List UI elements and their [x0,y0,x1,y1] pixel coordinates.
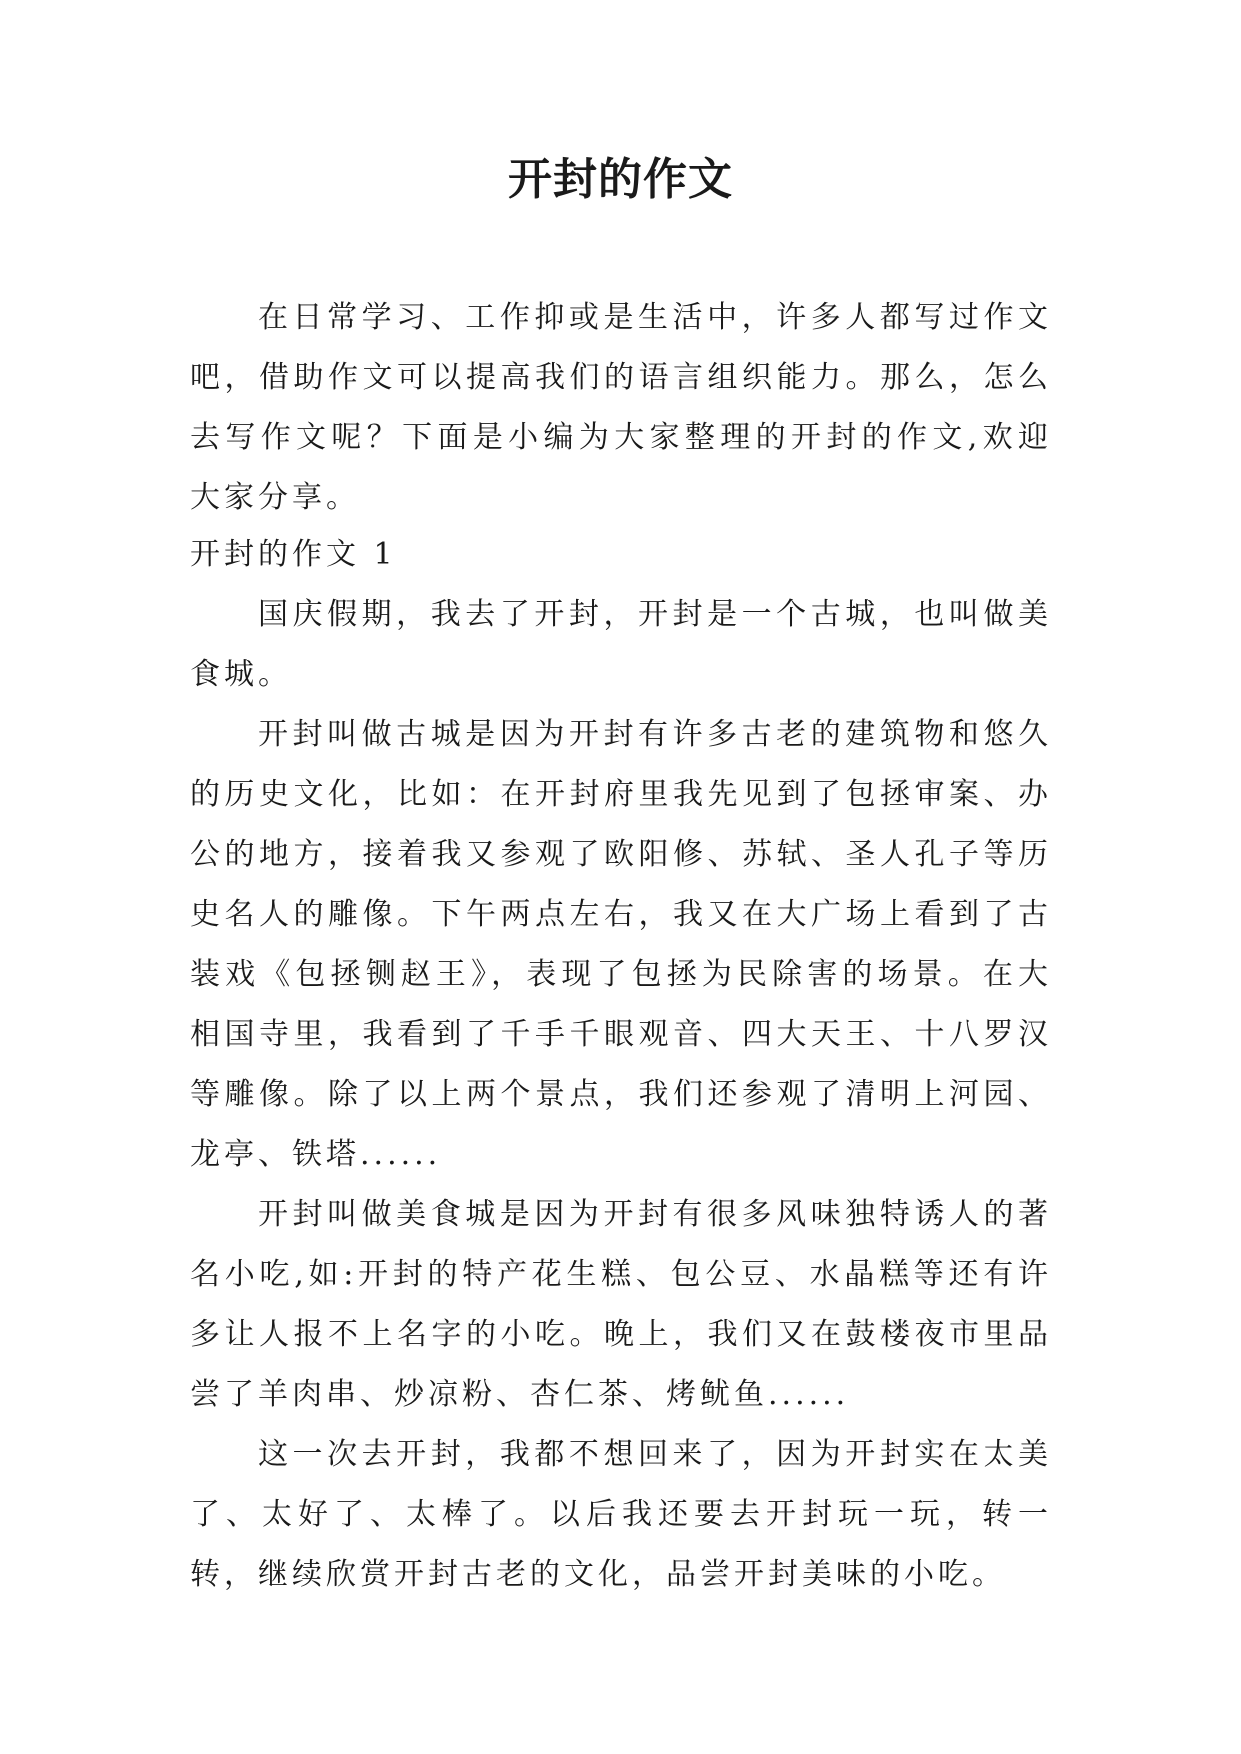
essay-paragraph: 这一次去开封，我都不想回来了，因为开封实在太美了、太好了、太棒了。以后我还要去开封玩一玩，转一转，继续欣赏开封古老的文化，品尝开封美味的小吃。 [190,1437,1052,1592]
essay-heading: 开封的作文 1 [190,537,397,572]
intro-section [190,288,1052,528]
intro-paragraph: 在日常学习、工作抑或是生活中，许多人都写过作文吧，借助作文可以提高我们的语言组织能力。那么，怎么去写作文呢？下面是小编为大家整理的开封的作文,欢迎大家分享。 [190,300,1052,515]
essay-paragraph: 开封叫做古城是因为开封有许多古老的建筑物和悠久的历史文化，比如：在开封府里我先见到了包拯审案、办公的地方，接着我又参观了欧阳修、苏轼、圣人孔子等历史名人的雕像。下午两点左右，我又在大广场上看到了古装戏《包拯铡赵王》，表现了包拯为民除害的场景。在大相国寺里，我看到了千手千眼观音、四大天王、十八罗汉等雕像。除了以上两个景点，我们还参观了清明上河园、龙亭、铁塔...... [190,717,1052,1172]
essay-paragraph: 开封叫做美食城是因为开封有很多风味独特诱人的著名小吃,如:开封的特产花生糕、包公豆、水晶糕等还有许多让人报不上名字的小吃。晚上，我们又在鼓楼夜市里品尝了羊肉串、炒凉粉、杏仁茶、烤鱿鱼...... [190,1197,1052,1412]
essay-paragraph: 国庆假期，我去了开封，开封是一个古城，也叫做美食城。 [190,597,1052,692]
essay-section [190,525,1052,1605]
document-title: 开封的作文 [508,154,733,205]
